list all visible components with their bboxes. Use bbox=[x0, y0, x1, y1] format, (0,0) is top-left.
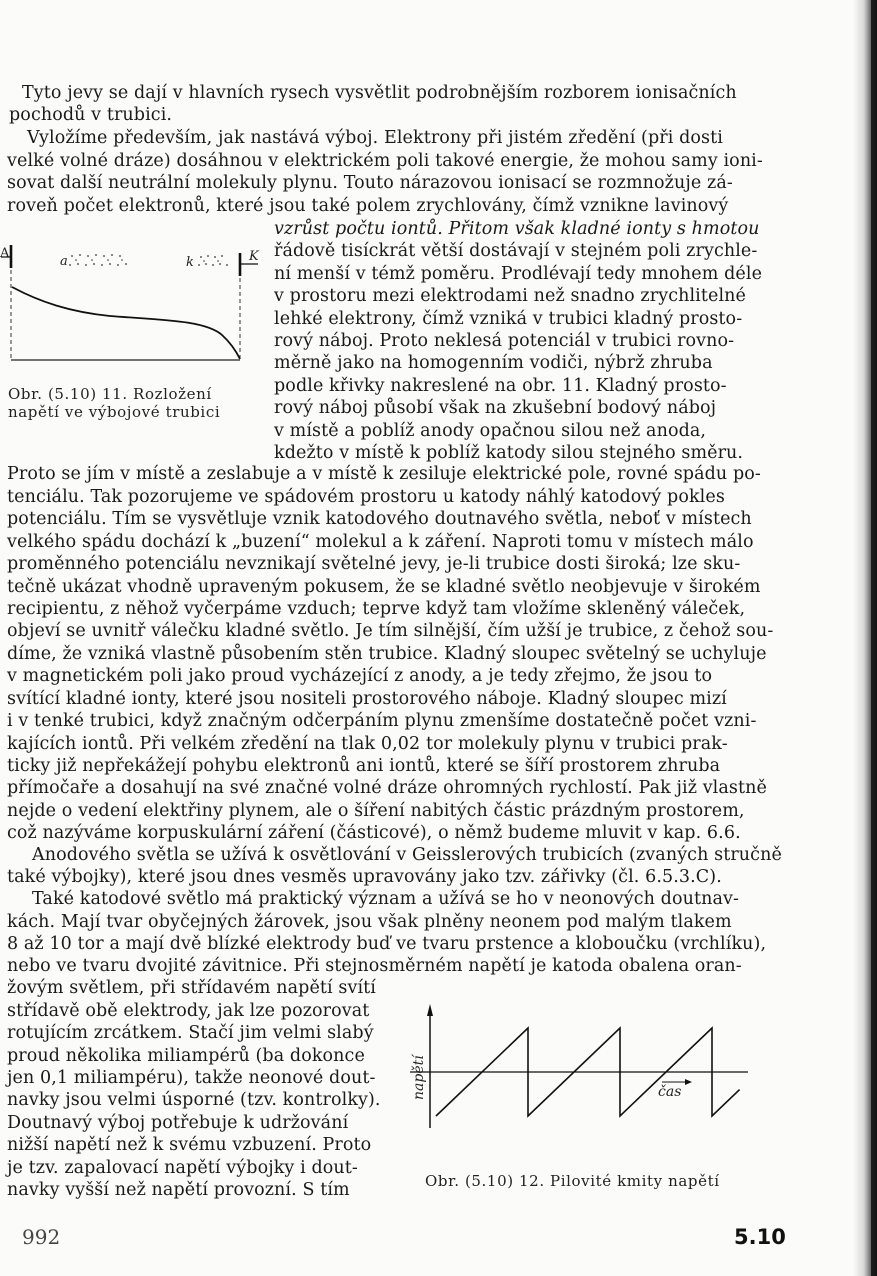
text-line: tečně ukázat vhodně upraveným pokusem, že se kladné světlo neobjevuje v širokém bbox=[7, 577, 761, 597]
text-line: Proto se jím v místě a zeslabuje a v místě k zesiluje elektrické pole, rovné spádu po- bbox=[7, 464, 761, 484]
text-line: objeví se uvnitř válečku kladné světlo. Je tím silnější, čím užší je trubice, z čehož sou- bbox=[7, 621, 774, 641]
figure-11-label-cathode: K bbox=[249, 249, 259, 264]
text-line: což nazýváme korpuskulární záření (částicové), o němž budeme mluvit v kap. 6.6. bbox=[7, 823, 741, 843]
text-line: potenciálu. Tím se vysvětluje vznik katodového doutnavého světla, neboť v místech bbox=[7, 509, 752, 529]
figure-12-y-axis-arrow bbox=[427, 1004, 433, 1016]
text-line: kajících iontů. Při velkém zředění na tlak 0,02 tor molekuly plynu v trubici prak- bbox=[7, 734, 728, 754]
text-line: velké volné dráze) dosáhnou v elektrickém poli takové energie, že mohou samy ioni- bbox=[7, 151, 763, 171]
cathode-space-charge-dots bbox=[198, 255, 228, 266]
text-line: recipientu, z něhož vyčerpáme vzduch; teprve když tam vložíme skleněný váleček, bbox=[7, 599, 746, 619]
text-line: i v tenké trubici, když značným odčerpáním plynu zmenšíme dostatečně počet vzni- bbox=[7, 711, 757, 731]
page-number: 992 bbox=[22, 1225, 61, 1249]
text-line: tenciálu. Tak pozorujeme ve spádovém prostoru u katody náhlý katodový pokles bbox=[7, 487, 725, 507]
potential-curve bbox=[12, 287, 240, 359]
text-line: rový náboj působí však na zkušební bodový náboj bbox=[274, 398, 717, 418]
text-line: díme, že vzniká vlastně působením stěn trubice. Kladný sloupec světelný se uchyluje bbox=[7, 644, 767, 664]
text-line: rový náboj. Proto neklesá potenciál v trubici rovno- bbox=[274, 331, 735, 351]
text-line: vzrůst počtu iontů. Přitom však kladné ionty s hmotou bbox=[274, 219, 760, 239]
text-line: Vyložíme především, jak nastává výboj. Elektrony při jistém zředění (při dosti bbox=[27, 128, 723, 148]
text-line: nejde o vedení elektřiny plynem, ale o šíření nabitých částic prázdným prostorem, bbox=[7, 801, 745, 821]
text-line: 8 až 10 tor a mají dvě blízké elektrody buď ve tvaru prstence a kloboučku (vrchlíku), bbox=[7, 934, 767, 954]
figure-11-caption-line1: Obr. (5.10) 11. Rozložení bbox=[8, 385, 212, 403]
text-line: navky jsou velmi úsporné (tzv. kontrolky). bbox=[7, 1090, 381, 1110]
figure-12-sawtooth-chart bbox=[400, 1000, 760, 1140]
figure-11-label-anode: A bbox=[0, 246, 10, 261]
text-line: pochodů v trubici. bbox=[9, 105, 173, 125]
text-line: navky vyšší než napětí provozní. S tím bbox=[7, 1180, 350, 1200]
text-line: podle křivky nakreslené na obr. 11. Kladný prosto- bbox=[274, 376, 727, 396]
text-line: ticky již nepřekážejí pohybu elektronů ani iontů, které se šíří prostorem zhruba bbox=[7, 756, 721, 776]
text-line: lehké elektrony, čímž vzniká v trubici kladný prosto- bbox=[274, 309, 743, 329]
text-line: ní menší v témž poměru. Prodlévají tedy mnohem déle bbox=[274, 264, 763, 284]
figure-11-potential-diagram bbox=[0, 240, 268, 380]
text-line: také výbojky), které jsou dnes vesměs upravovány jako tzv. zářivky (čl. 6.5.3.C). bbox=[7, 867, 722, 887]
text-line: rotujícím zrcátkem. Stačí jim velmi slabý bbox=[7, 1023, 374, 1043]
text-line: nižší napětí než k svému vzbuzení. Proto bbox=[7, 1135, 372, 1155]
text-line: sovat další neutrální molekuly plynu. Touto nárazovou ionisací se rozmnožuje zá- bbox=[7, 173, 733, 193]
text-line: kdežto v místě k poblíž katody silou stejného směru. bbox=[274, 443, 744, 463]
text-line: řádově tisíckrát větší dostávají v stejném poli zrychle- bbox=[274, 241, 758, 261]
text-line: v magnetickém poli jako proud vycházející z anody, a je tedy zřejmo, že jsou to bbox=[7, 666, 713, 686]
text-line: jen 0,1 miliampéru), takže neonové dout- bbox=[7, 1068, 376, 1088]
positive-space-charge-dots bbox=[69, 254, 127, 266]
text-line: proměnného potenciálu nevznikají světelné jevy, je-li trubice dosti široká; lze sku- bbox=[7, 554, 741, 574]
figure-12-caption: Obr. (5.10) 12. Pilovité kmity napětí bbox=[425, 1172, 720, 1190]
figure-12-ylabel: napětí bbox=[411, 1055, 427, 1100]
section-number: 5.10 bbox=[734, 1225, 786, 1249]
text-line: měrně jako na homogenním vodiči, nýbrž zhruba bbox=[274, 353, 713, 373]
text-line: žovým světlem, při střídavém napětí svítí bbox=[7, 978, 377, 998]
page-edge-dark bbox=[871, 0, 877, 1276]
text-line: Tyto jevy se dají v hlavních rysech vysvětlit podrobnějším rozborem ionisačních bbox=[22, 83, 737, 103]
text-line: Doutnavý výboj potřebuje k udržování bbox=[7, 1113, 349, 1133]
text-line: svítící kladné ionty, které jsou nositeli prostorového náboje. Kladný sloupec mizí bbox=[7, 689, 727, 709]
text-line: roveň počet elektronů, které jsou také polem zrychlovány, čímž vznikne lavinový bbox=[7, 196, 729, 216]
text-line: kách. Mají tvar obyčejných žárovek, jsou však plněny neonem pod malým tlakem bbox=[7, 912, 732, 932]
text-line: velkého spádu dochází k „buzení“ molekul a k záření. Naproti tomu v místech málo bbox=[7, 532, 754, 552]
text-line: proud několika miliampérů (ba dokonce bbox=[7, 1046, 365, 1066]
text-line: nebo ve tvaru dvojité závitnice. Při stejnosměrném napětí je katoda obalena oran- bbox=[7, 956, 742, 976]
text-line: v místě a poblíž anody opačnou silou než anoda, bbox=[274, 421, 707, 441]
figure-11-label-k: k bbox=[186, 255, 194, 270]
figure-11-caption-line2: napětí ve výbojové trubici bbox=[8, 403, 221, 421]
text-line: je tzv. zapalovací napětí výbojky i dout- bbox=[7, 1158, 358, 1178]
figure-11-label-a: a bbox=[60, 254, 68, 269]
text-line: Anodového světla se užívá k osvětlování v Geisslerových trubicích (zvaných stručně bbox=[32, 845, 782, 865]
text-line: v prostoru mezi elektrodami než snadno zrychlitelné bbox=[274, 286, 746, 306]
text-line: přímočaře a dosahují na své značné volné dráze ohromných rychlostí. Pak již vlastně bbox=[7, 778, 767, 798]
text-line: Také katodové světlo má praktický význam a užívá se ho v neonových doutnav- bbox=[32, 889, 740, 909]
figure-12-xlabel: čas bbox=[658, 1084, 682, 1100]
text-line: střídavě obě elektrody, jak lze pozorovat bbox=[7, 1001, 370, 1021]
